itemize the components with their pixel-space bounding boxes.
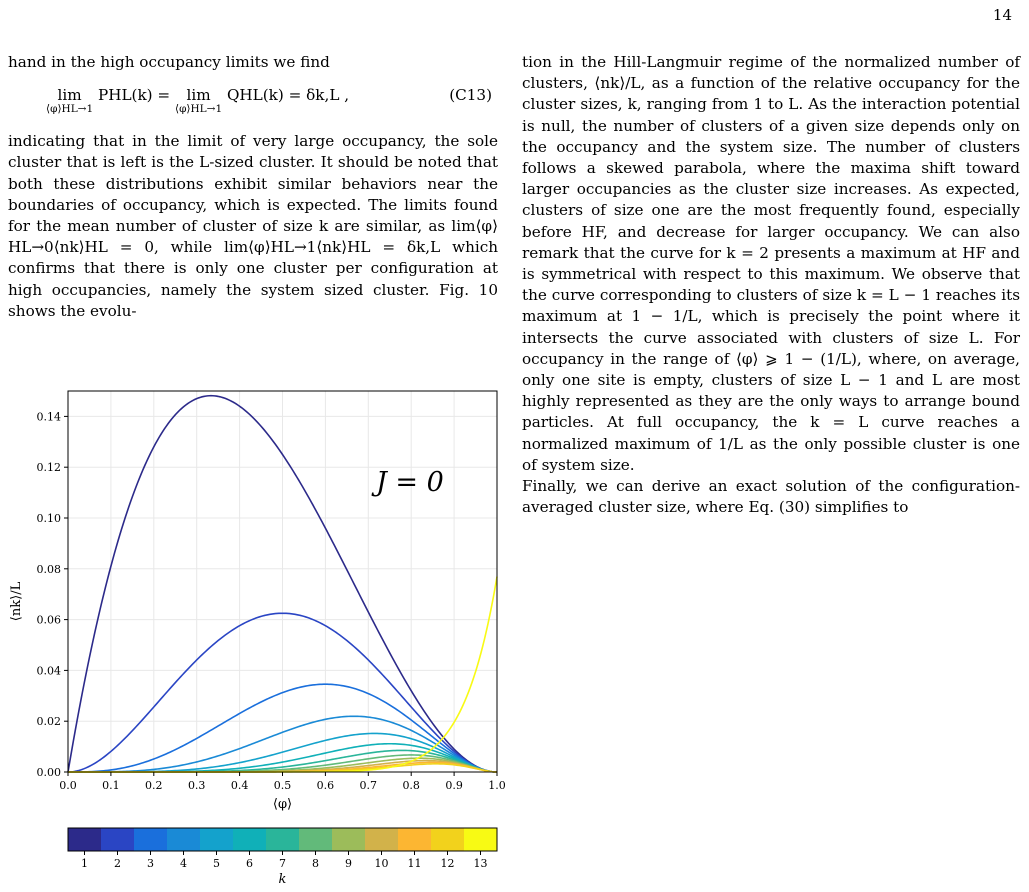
figure-10 xyxy=(0,383,520,888)
colorbar-swatch-k7 xyxy=(266,828,300,851)
colorbar-tick-label: 3 xyxy=(147,857,154,870)
q-term: QHL(k) = δk,L , xyxy=(226,86,350,105)
x-tick-label: 0.8 xyxy=(402,779,420,792)
limit-operator-1: lim ⟨φ⟩HL→1 xyxy=(46,86,94,116)
equation-number: (C13) xyxy=(449,86,492,105)
colorbar-swatch-k11 xyxy=(398,828,432,851)
colorbar-swatch-k13 xyxy=(464,828,498,851)
colorbar-tick-label: 4 xyxy=(180,857,187,870)
p-term: PHL(k) = xyxy=(97,86,171,105)
colorbar-tick-label: 9 xyxy=(345,857,352,870)
y-tick-label: 0.06 xyxy=(36,613,61,627)
y-tick-label: 0.00 xyxy=(36,766,61,779)
colorbar-tick-label: 2 xyxy=(114,857,121,870)
right-paragraph-2: Finally, we can derive an exact solution of the configuration-averaged cluster size, where Eq. (30) simplifies to xyxy=(522,477,1020,517)
colorbar xyxy=(68,828,498,870)
x-axis-label: ⟨φ⟩ xyxy=(272,797,293,812)
colorbar-swatch-k2 xyxy=(101,828,135,851)
colorbar-tick-label: 10 xyxy=(374,857,389,870)
colorbar-tick-label: 1 xyxy=(81,857,88,870)
x-tick-label: 0.4 xyxy=(230,779,249,792)
x-tick-label: 0.6 xyxy=(316,779,335,792)
x-tick-label: 0.1 xyxy=(102,779,120,792)
cluster-chart xyxy=(0,383,520,888)
annotation-j: J = 0 xyxy=(376,467,444,498)
colorbar-tick-label: 5 xyxy=(213,857,220,870)
x-tick-label: 0.3 xyxy=(187,779,206,792)
colorbar-swatch-k9 xyxy=(332,828,366,851)
left-column xyxy=(8,52,498,322)
colorbar-swatch-k10 xyxy=(365,828,399,851)
left-paragraph: indicating that in the limit of very large occupancy, the sole cluster that is left is the L-sized cluster. It should be noted that both these distributions exhibit similar behaviors near the boundaries of occupancy, which is expected. The limits found for the mean number of cluster of size k are similar, as lim⟨φ⟩HL→0⟨nk⟩HL = 0, while lim⟨φ⟩HL→1⟨nk⟩HL = δk,L which confirms that there is only one cluster per configuration at high occupancies, namely the system sized cluster. Fig. 10 shows the evolu- xyxy=(8,132,498,320)
page-number: 14 xyxy=(992,6,1012,24)
limit-operator-2: lim ⟨φ⟩HL→1 xyxy=(174,86,223,116)
right-column xyxy=(522,52,1020,518)
colorbar-tick-label: 8 xyxy=(312,857,319,870)
colorbar-swatch-k4 xyxy=(167,828,201,851)
x-tick-label: 0.2 xyxy=(145,779,163,792)
colorbar-swatch-k6 xyxy=(233,828,267,851)
colorbar-swatch-k8 xyxy=(299,828,333,851)
colorbar-swatch-k5 xyxy=(200,828,234,851)
colorbar-swatch-k3 xyxy=(134,828,168,851)
equation-body xyxy=(46,85,349,115)
intro-text: hand in the high occupancy limits we find xyxy=(8,53,330,71)
right-paragraph-1: tion in the Hill-Langmuir regime of the normalized number of clusters, ⟨nk⟩/L, as a function of the relative occupancy for the cluster sizes, k, ranging from 1 to L. As the interaction potential is null, the number of clusters of a given size depends only on the occupancy and the system size. The number of clusters follows a skewed parabola, where the maxima shift toward larger occupancies as the cluster size increases. As expected, clusters of size one are the most frequently found, especially before HF, and decrease for larger occupancy. We can also remark that the curve for k = 2 presents a maximum at HF and is symmetrical with respect to this maximum. We observe that the curve corresponding to clusters of size k = L − 1 reaches its maximum at 1 − 1/L, which is precisely the point where it intersects the curve associated with clusters of size L. For occupancy in the range of ⟨φ⟩ ⩾ 1 − (1/L), where, on average, only one site is empty, clusters of size L − 1 and L are most highly represented as they are the only ways to arrange bound particles. At full occupancy, the k = L curve reaches a normalized maximum of 1/L as the only possible cluster is one of system size. xyxy=(522,53,1020,474)
colorbar-tick-label: 11 xyxy=(407,857,422,870)
x-tick-label: 1.0 xyxy=(488,779,506,792)
colorbar-tick-label: 12 xyxy=(440,857,455,870)
y-tick-label: 0.12 xyxy=(36,461,61,475)
colorbar-label: k xyxy=(278,872,287,887)
colorbar-tick-label: 13 xyxy=(473,857,488,870)
y-tick-label: 0.04 xyxy=(36,664,61,678)
x-tick-label: 0.5 xyxy=(273,779,292,792)
y-tick-label: 0.08 xyxy=(36,562,61,576)
colorbar-swatch-k12 xyxy=(431,828,465,851)
x-tick-label: 0.9 xyxy=(445,779,463,792)
x-tick-label: 0.7 xyxy=(359,779,378,792)
y-tick-label: 0.02 xyxy=(36,715,61,729)
grid xyxy=(68,391,497,772)
y-tick-label: 0.10 xyxy=(36,512,61,525)
x-tick-label: 0.0 xyxy=(59,779,77,792)
colorbar-tick-label: 6 xyxy=(246,857,253,870)
colorbar-swatch-k1 xyxy=(68,828,102,851)
colorbar-tick-label: 7 xyxy=(279,857,286,870)
equation-c13 xyxy=(8,79,498,127)
y-axis-label: ⟨nk⟩/L xyxy=(9,581,24,622)
y-tick-label: 0.14 xyxy=(36,410,61,424)
